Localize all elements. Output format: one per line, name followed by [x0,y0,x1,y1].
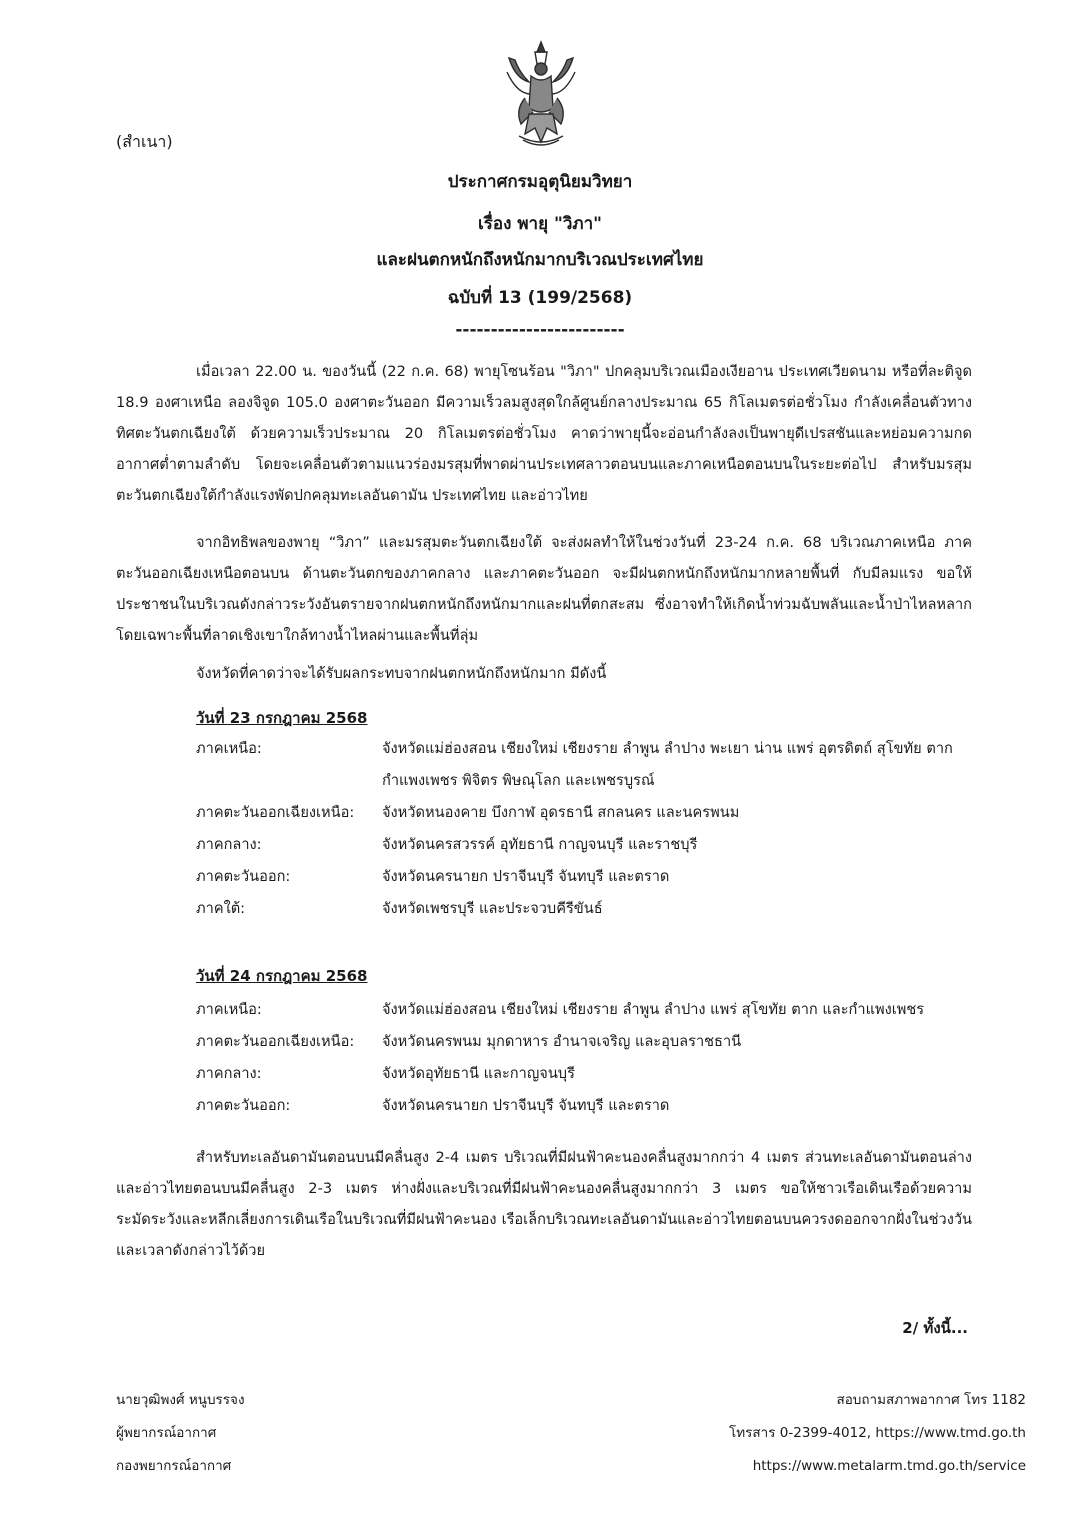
page-continuation-mark: 2/ ทั้งนี้... [902,1319,968,1337]
contact-fax-website: โทรสาร 0-2399-4012, https://www.tmd.go.th [729,1425,1026,1441]
affected-provinces-table-23 [196,733,986,925]
province-list: จังหวัดนครสวรรค์ อุทัยธานี กาญจนบุรี และราชบุรี [382,836,698,853]
province-list: จังหวัดแม่ฮ่องสอน เชียงใหม่ เชียงราย ลำพูน ลำปาง แพร่ สุโขทัย ตาก และกำแพงเพชร [382,1001,925,1018]
region-name: ภาคกลาง: [196,1065,262,1082]
table-row [196,1026,986,1058]
table-row [196,1090,986,1122]
announcement-subject: เรื่อง พายุ "วิภา" [477,214,602,234]
table-row [196,797,986,829]
paragraph-heavy-rain-warning: จากอิทธิพลของพายุ “วิภา” และมรสุมตะวันตกเฉียงใต้ จะส่งผลทำให้ในช่วงวันที่ 23-24 ก.ค. 68 บริเวณภาคเหนือ ภาคตะวันออกเฉียงเหนือตอนบน ด้านตะวันตกของภาคกลาง และภาคตะวันออก จะมีฝนตกหนักถึงหนักมากหลายพื้นที่ กับมีลมแรง ขอให้ประชาชนในบริเวณดังกล่าวระวังอันตรายจากฝนตกหนักถึงหนักมากและฝนที่ตกสะสม ซึ่งอาจทำให้เกิดน้ำท่วมฉับพลันและน้ำป่าไหลหลาก โดยเฉพาะพื้นที่ลาดเชิงเขาใกล้ทางน้ำไหลผ่านและพื้นที่ลุ่ม [116,534,972,644]
forecaster-name: นายวุฒิพงศ์ หนูบรรจง [116,1392,245,1408]
region-name: ภาคใต้: [196,900,246,917]
garuda-emblem-icon [505,38,577,150]
region-name: ภาคตะวันออกเฉียงเหนือ: [196,804,355,821]
divider-rule: ------------------------ [455,320,625,340]
announcement-subject-detail: และฝนตกหนักถึงหนักมากบริเวณประเทศไทย [376,250,704,270]
region-name: ภาคตะวันออกเฉียงเหนือ: [196,1033,355,1050]
province-list: จังหวัดนครนายก ปราจีนบุรี จันทบุรี และตราด [382,868,670,885]
announcement-title: ประกาศกรมอุตุนิยมวิทยา [447,172,633,192]
region-name: ภาคกลาง: [196,836,262,853]
province-list: จังหวัดหนองคาย บึงกาฬ อุดรธานี สกลนคร และนครพนม [382,804,740,821]
table-row [196,893,986,925]
footer-forecaster-info [116,1384,245,1483]
contact-service-link[interactable]: https://www.metalarm.tmd.go.th/service [752,1458,1026,1474]
region-name: ภาคเหนือ: [196,740,262,757]
paragraph-marine-warning: สำหรับทะเลอันดามันตอนบนมีคลื่นสูง 2-4 เมตร บริเวณที่มีฝนฟ้าคะนองคลื่นสูงมากกว่า 4 เมตร ส่วนทะเลอันดามันตอนล่างและอ่าวไทยตอนบนมีคลื่นสูง 2-3 เมตร ห่างฝั่งและบริเวณที่มีฝนฟ้าคะนองคลื่นสูงมากกว่า 3 เมตร ขอให้ชาวเรือเดินเรือด้วยความระมัดระวังและหลีกเลี่ยงการเดินเรือในบริเวณที่มีฝนฟ้าคะนอง เรือเล็กบริเวณทะเลอันดามันและอ่าวไทยตอนบนควรงดออกจากฝั่งในช่วงวันและเวลาดังกล่าวไว้ด้วย [116,1149,972,1259]
forecaster-position: ผู้พยากรณ์อากาศ [116,1425,217,1441]
paragraph-storm-position: เมื่อเวลา 22.00 น. ของวันนี้ (22 ก.ค. 68) พายุโซนร้อน "วิภา" ปกคลุมบริเวณเมืองเงียอาน ประเทศเวียดนาม หรือที่ละติจูด 18.9 องศาเหนือ ลองจิจูด 105.0 องศาตะวันออก มีความเร็วลมสูงสุดใกล้ศูนย์กลางประมาณ 65 กิโลเมตรต่อชั่วโมง กำลังเคลื่อนตัวทางทิศตะวันตกเฉียงใต้ ด้วยความเร็วประมาณ 20 กิโลเมตรต่อชั่วโมง คาดว่าพายุนี้จะอ่อนกำลังลงเป็นพายุดีเปรสชันและหย่อมความกดอากาศต่ำตามลำดับ โดยจะเคลื่อนตัวตามแนวร่องมรสุมที่พาดผ่านประเทศลาวตอนบนและภาคเหนือตอนบนในระยะต่อไป สำหรับมรสุมตะวันตกเฉียงใต้กำลังแรงพัดปกคลุมทะเลอันดามัน ประเทศไทย และอ่าวไทย [116,363,972,504]
table-row [196,733,986,797]
province-list: จังหวัดอุทัยธานี และกาญจนบุรี [382,1065,575,1082]
day-heading-24: วันที่ 24 กรกฎาคม 2568 [196,967,368,985]
province-list: จังหวัดนครพนม มุกดาหาร อำนาจเจริญ และอุบลราชธานี [382,1033,742,1050]
table-row [196,994,986,1026]
table-row [196,861,986,893]
table-row [196,829,986,861]
announcement-issue-number: ฉบับที่ 13 (199/2568) [447,288,633,308]
forecaster-division: กองพยากรณ์อากาศ [116,1458,232,1474]
province-list: จังหวัดนครนายก ปราจีนบุรี จันทบุรี และตราด [382,1097,670,1114]
table-row [196,1058,986,1090]
region-name: ภาคตะวันออก: [196,1097,291,1114]
copy-mark: (สำเนา) [116,132,173,151]
region-name: ภาคเหนือ: [196,1001,262,1018]
footer-contact-info [729,1384,1026,1483]
paragraph-affected-provinces-intro: จังหวัดที่คาดว่าจะได้รับผลกระทบจากฝนตกหนักถึงหนักมาก มีดังนี้ [196,665,607,682]
contact-phone: สอบถามสภาพอากาศ โทร 1182 [836,1392,1026,1408]
day-heading-23: วันที่ 23 กรกฎาคม 2568 [196,709,368,727]
province-list: จังหวัดเพชรบุรี และประจวบคีรีขันธ์ [382,900,603,917]
province-list: จังหวัดแม่ฮ่องสอน เชียงใหม่ เชียงราย ลำพูน ลำปาง พะเยา น่าน แพร่ อุตรดิตถ์ สุโขทัย ตาก กำแพงเพชร พิจิตร พิษณุโลก และเพชรบูรณ์ [382,740,953,789]
affected-provinces-table-24 [196,994,986,1122]
region-name: ภาคตะวันออก: [196,868,291,885]
